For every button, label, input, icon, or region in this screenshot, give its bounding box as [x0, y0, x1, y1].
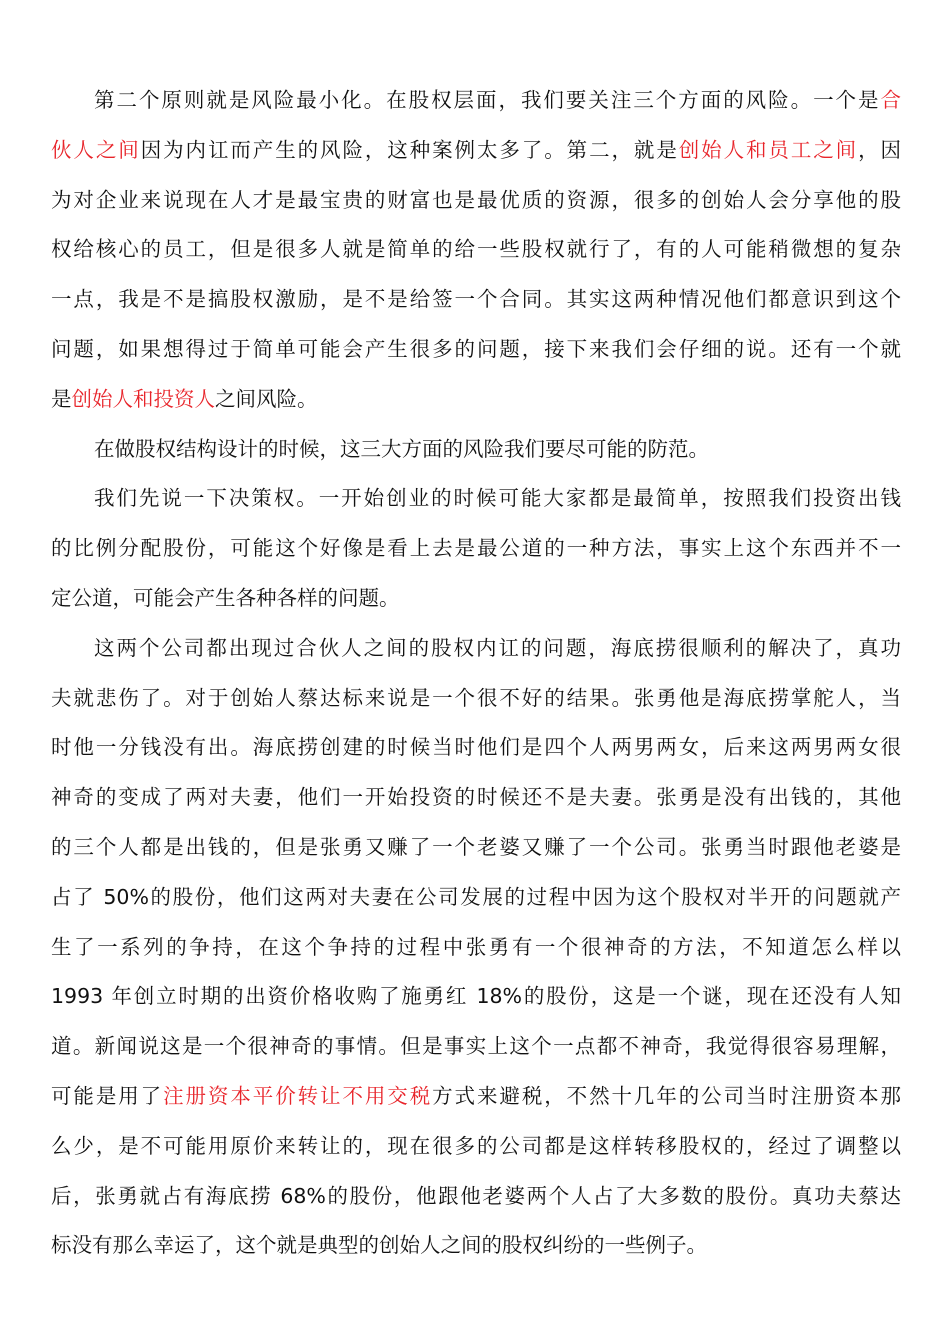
text-line: [51, 285, 901, 335]
text-line: [51, 1032, 901, 1082]
text-line: [51, 1182, 901, 1232]
paragraph: [51, 86, 901, 435]
text-line: [51, 385, 901, 435]
text-segment: 因为内讧而产生的风险，这种案例太多了。第二，就是: [140, 137, 679, 162]
text-segment: ，因: [858, 137, 902, 162]
text-line: [51, 783, 901, 833]
paragraph: [51, 435, 901, 485]
highlighted-text: 合: [880, 88, 901, 112]
text-line: [51, 733, 901, 783]
text-line: [51, 484, 901, 534]
text-segment: 可能是用了: [51, 1083, 164, 1108]
text-line: [51, 584, 901, 634]
text-segment: 一点，我是不是搞股权激励，是不是给签一个合同。其实这两种情况他们都意识到这个: [51, 287, 901, 312]
text-segment: 定公道，可能会产生各种各样的问题。: [51, 585, 400, 610]
text-segment: 为对企业来说现在人才是最宝贵的财富也是最优质的资源，很多的创始人会分享他的股: [51, 187, 901, 212]
text-segment: 标没有那么幸运了，这个就是典型的创始人之间的股权纠纷的一些例子。: [51, 1233, 707, 1258]
text-segment: 的比例分配股份，可能这个好像是看上去是最公道的一种方法，事实上这个东西并不一: [51, 536, 901, 561]
text-segment: 时他一分钱没有出。海底捞创建的时候当时他们是四个人两男两女，后来这两男两女很: [51, 735, 901, 760]
text-line: [51, 534, 901, 584]
text-segment: 占了 50%的股份，他们这两对夫妻在公司发展的过程中因为这个股权对半开的问题就产: [51, 884, 901, 909]
highlighted-text: 伙人之间: [51, 137, 141, 162]
text-segment: 神奇的变成了两对夫妻，他们一开始投资的时候还不是夫妻。张勇是没有出钱的，其他: [51, 785, 901, 810]
paragraph: [51, 484, 901, 633]
text-line: [51, 186, 901, 236]
text-line: [51, 883, 901, 933]
highlighted-text: 创始人和员工之间: [678, 137, 859, 162]
text-line: [51, 435, 901, 485]
text-segment: 方式来避税，不然十几年的公司当时注册资本那: [432, 1083, 902, 1108]
text-segment: 权给核心的员工，但是很多人就是简单的给一些股权就行了，有的人可能稍微想的复杂: [51, 237, 901, 262]
text-line: [51, 86, 901, 136]
document-body: [51, 86, 901, 1281]
text-line: [51, 933, 901, 983]
text-line: [51, 982, 901, 1032]
text-segment: 的三个人都是出钱的，但是张勇又赚了一个老婆又赚了一个公司。张勇当时跟他老婆是: [51, 834, 901, 859]
highlighted-text: 创始人和投资人: [71, 386, 215, 411]
highlighted-text: 注册资本平价转让不用交税: [163, 1083, 433, 1108]
text-segment: 在做股权结构设计的时候，这三大方面的风险我们要尽可能的防范。: [94, 436, 709, 461]
text-line: [51, 335, 901, 385]
text-line: [51, 235, 901, 285]
text-segment: 夫就悲伤了。对于创始人蔡达标来说是一个很不好的结果。张勇他是海底捞掌舵人，当: [51, 685, 901, 710]
text-segment: 么少，是不可能用原价来转让的，现在很多的公司都是这样转移股权的，经过了调整以: [51, 1133, 901, 1158]
text-segment: 之间风险。: [215, 386, 318, 411]
text-segment: 生了一系列的争持，在这个争持的过程中张勇有一个很神奇的方法，不知道怎么样以: [51, 934, 901, 959]
text-line: [51, 1231, 901, 1281]
text-segment: 我们先说一下决策权。一开始创业的时候可能大家都是最简单，按照我们投资出钱: [94, 486, 901, 511]
text-line: [51, 1132, 901, 1182]
text-line: [51, 634, 901, 684]
text-segment: 1993 年创立时期的出资价格收购了施勇红 18%的股份，这是一个谜，现在还没有人知: [51, 984, 901, 1009]
text-line: [51, 833, 901, 883]
paragraph: [51, 634, 901, 1281]
text-segment: 第二个原则就是风险最小化。在股权层面，我们要关注三个方面的风险。一个是: [94, 88, 881, 112]
text-line: [51, 136, 901, 186]
text-segment: 是: [51, 386, 72, 411]
text-segment: 后，张勇就占有海底捞 68%的股份，他跟他老婆两个人占了大多数的股份。真功夫蔡达: [51, 1183, 901, 1208]
text-segment: 这两个公司都出现过合伙人之间的股权内讧的问题，海底捞很顺利的解决了，真功: [94, 635, 901, 660]
text-line: [51, 684, 901, 734]
text-segment: 问题，如果想得过于简单可能会产生很多的问题，接下来我们会仔细的说。还有一个就: [51, 336, 901, 361]
text-line: [51, 1082, 901, 1132]
text-segment: 道。新闻说这是一个很神奇的事情。但是事实上这个一点都不神奇，我觉得很容易理解，: [51, 1034, 901, 1059]
